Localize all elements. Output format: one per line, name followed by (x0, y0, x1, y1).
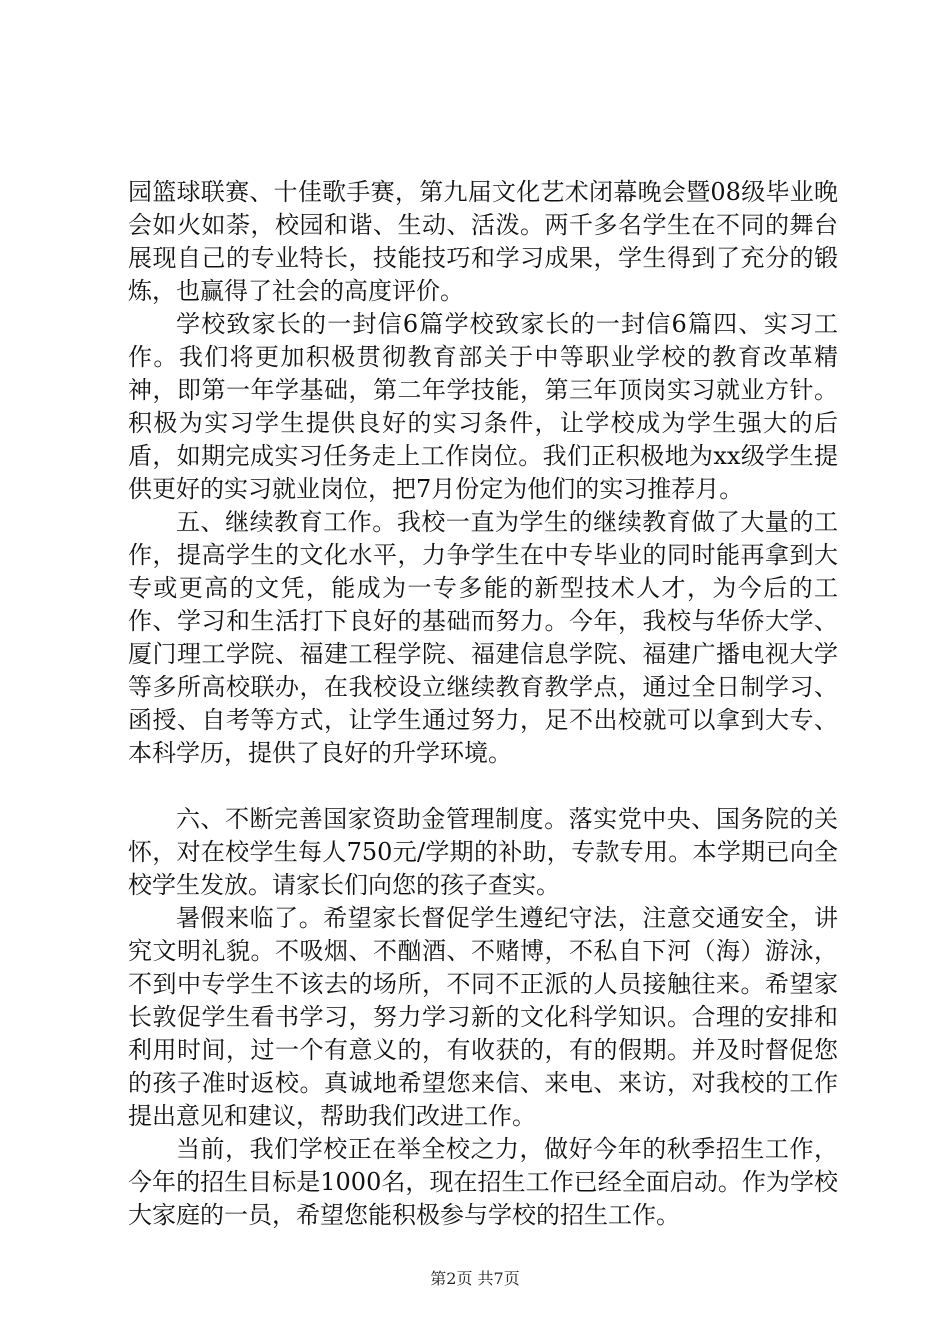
paragraph-internship: 学校致家长的一封信6篇学校致家长的一封信6篇四、实习工作。我们将更加积极贯彻教育部关于中等职业学校的教育改革精神，即第一年学基础，第二年学技能，第三年顶岗实习就业方针。积极为实习学生提供良好的实习条件，让学校成为学生强大的后盾，如期完成实习任务走上工作岗位。我们正积极地为xx级学生提供更好的实习就业岗位，把7月份定为他们的实习推荐月。 (128, 310, 838, 503)
paragraph-continuing-education: 五、继续教育工作。我校一直为学生的继续教育做了大量的工作，提高学生的文化水平，力争学生在中专毕业的同时能再拿到大专或更高的文凭，能成为一专多能的新型技术人才，为今后的工作、学习和生活打下良好的基础而努力。今年，我校与华侨大学、厦门理工学院、福建工程学院、福建信息学院、福建广播电视大学等多所高校联办，在我校设立继续教育教学点，通过全日制学习、函授、自考等方式，让学生通过努力，足不出校就可以拿到大专、本科学历，提供了良好的升学环境。 (128, 508, 838, 767)
paragraph-gap (128, 770, 838, 803)
paragraph-financial-aid: 六、不断完善国家资助金管理制度。落实党中央、国务院的关怀，对在校学生每人750元/学期的补助，专款专用。本学期已向全校学生发放。请家长们向您的孩子查实。 (128, 805, 838, 899)
document-body (128, 176, 838, 1232)
paragraph-summer-vacation: 暑假来临了。希望家长督促学生遵纪守法，注意交通安全，讲究文明礼貌。不吸烟、不酗酒、不赌博，不私自下河（海）游泳，不到中专学生不该去的场所，不同不正派的人员接触往来。希望家长敦促学生看书学习，努力学习新的文化科学知识。合理的安排和利用时间，过一个有意义的，有收获的，有的假期。并及时督促您的孩子准时返校。真诚地希望您来信、来电、来访，对我校的工作提出意见和建议，帮助我们改进工作。 (128, 904, 838, 1130)
page-number-footer: 第2页 共7页 (430, 1269, 520, 1288)
paragraph-enrollment: 当前，我们学校正在举全校之力，做好今年的秋季招生工作，今年的招生目标是1000名，现在招生工作已经全面启动。作为学校大家庭的一员，希望您能积极参与学校的招生工作。 (128, 1135, 838, 1229)
paragraph-continuation: 园篮球联赛、十佳歌手赛，第九届文化艺术闭幕晚会暨08级毕业晚会如火如荼，校园和谐、生动、活泼。两千多名学生在不同的舞台展现自己的专业特长，技能技巧和学习成果，学生得到了充分的锻炼，也赢得了社会的高度评价。 (128, 178, 838, 305)
